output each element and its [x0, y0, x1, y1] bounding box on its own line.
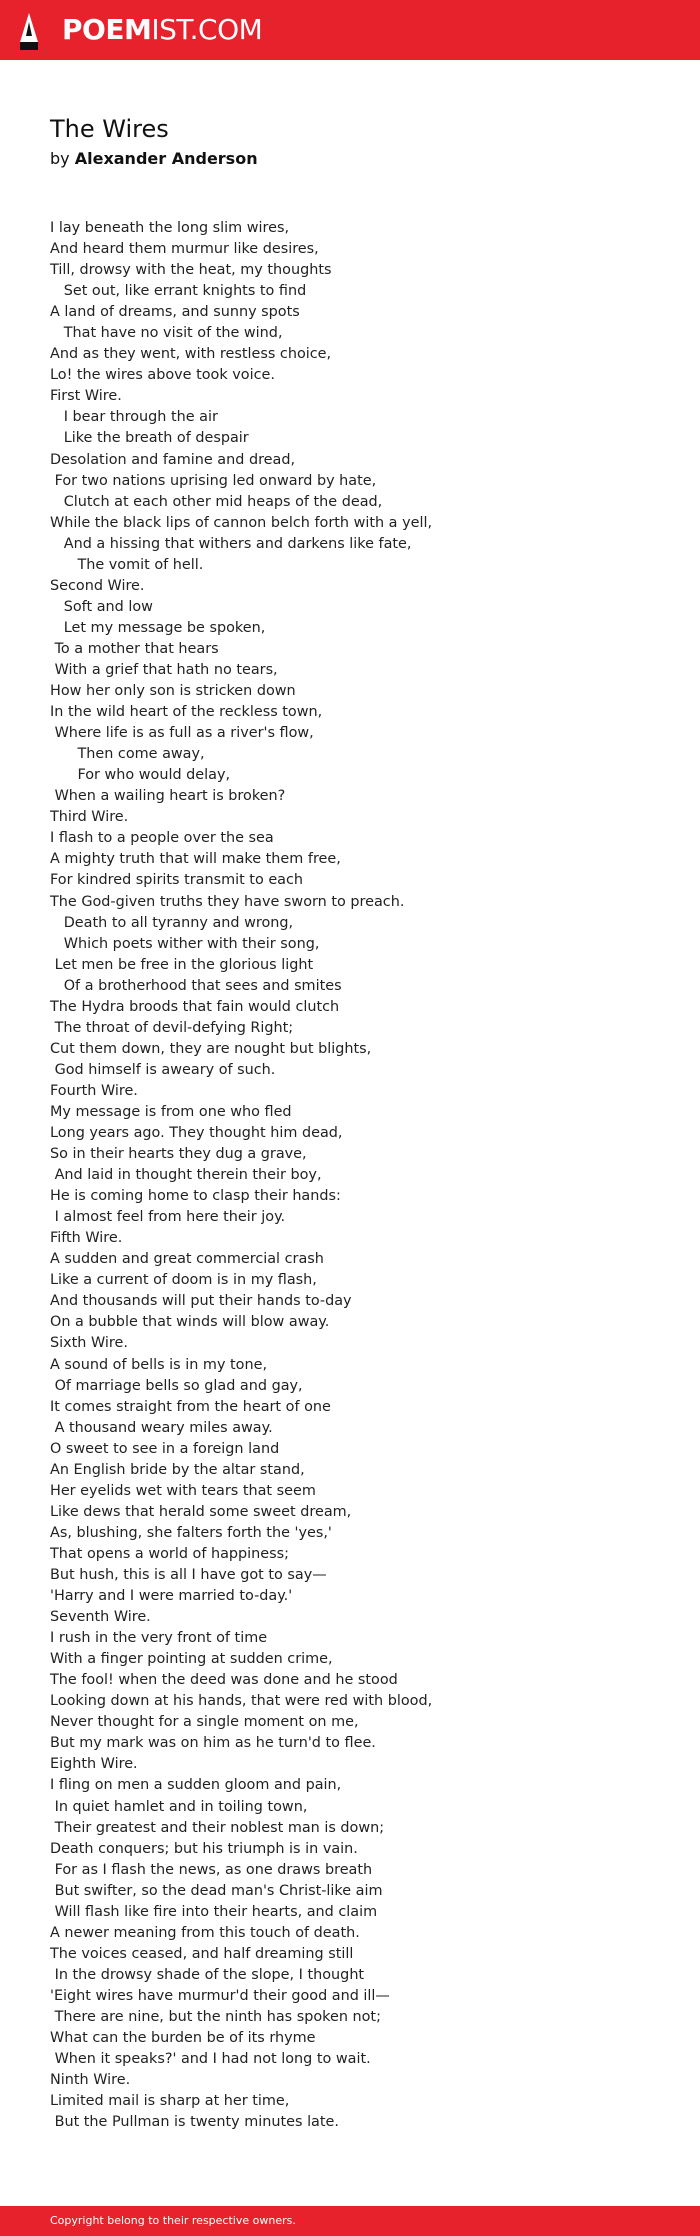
poem-line: Fifth Wire. — [50, 1230, 123, 1247]
poem-line: Like the breath of despair — [50, 430, 249, 447]
poem-line: Seventh Wire. — [50, 1609, 151, 1626]
poem-line: When a wailing heart is broken? — [50, 788, 286, 805]
pen-nib-icon — [18, 12, 40, 50]
poem-line: As, blushing, she falters forth the 'yes,' — [50, 1524, 332, 1541]
poem-line: In quiet hamlet and in toiling town, — [50, 1798, 308, 1815]
poem-line: And as they went, with restless choice, — [50, 346, 332, 363]
poem-line: Clutch at each other mid heaps of the dead, — [50, 493, 383, 510]
poem-line: Which poets wither with their song, — [50, 935, 320, 952]
poem-line: A newer meaning from this touch of death. — [50, 1924, 360, 1941]
poem-line: Second Wire. — [50, 577, 145, 594]
poem-line: The God-given truths they have sworn to preach. — [50, 893, 405, 910]
poem-line: To a mother that hears — [50, 640, 219, 657]
poem-line: A mighty truth that will make them free, — [50, 851, 341, 868]
poem-line: I lay beneath the long slim wires, — [50, 220, 290, 236]
poem-line: Ninth Wire. — [50, 2072, 131, 2089]
poem-line: That have no visit of the wind, — [50, 325, 283, 342]
poem-line: How her only son is stricken down — [50, 683, 296, 700]
copyright-text: Copyright belong to their respective owners. — [50, 2214, 296, 2227]
poem-line: Third Wire. — [50, 809, 129, 826]
poem-line: He is coming home to clasp their hands: — [50, 1188, 341, 1205]
poem-line: Sixth Wire. — [50, 1335, 128, 1352]
poem-line: And thousands will put their hands to-day — [50, 1293, 352, 1310]
poem-line: Fourth Wire. — [50, 1082, 138, 1099]
poem-line: But the Pullman is twenty minutes late. — [50, 2114, 339, 2131]
poem-line: So in their hearts they dug a grave, — [50, 1146, 307, 1163]
poem-line: Like a current of doom is in my flash, — [50, 1272, 317, 1289]
poem-line: For kindred spirits transmit to each — [50, 872, 304, 889]
poem-line: Of marriage bells so glad and gay, — [50, 1377, 303, 1394]
poem-line: And heard them murmur like desires, — [50, 241, 319, 258]
poem-title: The Wires — [50, 115, 169, 143]
poem-line: Death to all tyranny and wrong, — [50, 914, 294, 931]
poem-line: First Wire. — [50, 388, 122, 405]
poem-line: The vomit of hell. — [50, 556, 204, 573]
poem-line: For two nations uprising led onward by hate, — [50, 472, 377, 489]
poem-line: 'Eight wires have murmur'd their good and ill— — [50, 1987, 390, 2004]
poem-line: God himself is aweary of such. — [50, 1061, 276, 1078]
poem-line: I rush in the very front of time — [50, 1630, 268, 1647]
poem-line: With a grief that hath no tears, — [50, 661, 278, 678]
poem-line: The Hydra broods that fain would clutch — [50, 998, 340, 1015]
site-header — [0, 0, 700, 60]
poem-line: Soft and low — [50, 598, 153, 615]
poem-line: A land of dreams, and sunny spots — [50, 304, 300, 321]
poem-line: My message is from one who fled — [50, 1103, 292, 1120]
poem-line: 'Harry and I were married to-day.' — [50, 1588, 293, 1605]
poem-line: Eighth Wire. — [50, 1756, 138, 1773]
poem-line: Like dews that herald some sweet dream, — [50, 1503, 352, 1520]
poem-line: The voices ceased, and half dreaming still — [50, 1945, 354, 1962]
poem-line: Death conquers; but his triumph is in vain. — [50, 1840, 358, 1857]
poem-line: And laid in thought therein their boy, — [50, 1167, 322, 1184]
poem-line: Then come away, — [50, 746, 205, 763]
poem-line: Cut them down, they are nought but blights, — [50, 1040, 372, 1057]
poem-line: Never thought for a single moment on me, — [50, 1714, 359, 1731]
poem-line: Will flash like fire into their hearts, and claim — [50, 1903, 378, 1920]
poem-line: I bear through the air — [50, 409, 218, 426]
poem-line: But hush, this is all I have got to say— — [50, 1567, 327, 1583]
poem-line: But my mark was on him as he turn'd to flee. — [50, 1735, 376, 1752]
poem-line: While the black lips of cannon belch forth with a yell, — [50, 514, 433, 531]
poem-line: The throat of devil-defying Right; — [50, 1019, 294, 1036]
poem-line: A thousand weary miles away. — [50, 1419, 273, 1436]
poem-line: I fling on men a sudden gloom and pain, — [50, 1777, 342, 1794]
poem-line: I almost feel from here their joy. — [50, 1209, 286, 1226]
poem-line: Long years ago. They thought him dead, — [50, 1125, 343, 1142]
by-prefix: by — [50, 149, 70, 168]
poem-line: Till, drowsy with the heat, my thoughts — [50, 262, 332, 279]
poem-line: With a finger pointing at sudden crime, — [50, 1651, 333, 1668]
logo-light-text: IST.COM — [151, 13, 263, 46]
poem-line: It comes straight from the heart of one — [50, 1398, 331, 1415]
poem-line: On a bubble that winds will blow away. — [50, 1314, 330, 1331]
poem-line: There are nine, but the ninth has spoken not; — [50, 2008, 381, 2025]
poem-line: Her eyelids wet with tears that seem — [50, 1482, 316, 1499]
poem-line: Limited mail is sharp at her time, — [50, 2093, 290, 2110]
poem-line: In the wild heart of the reckless town, — [50, 704, 323, 721]
poem-line: Set out, like errant knights to find — [50, 283, 307, 300]
byline — [50, 148, 258, 170]
poem-line: Lo! the wires above took voice. — [50, 367, 275, 384]
poem-line: For who would delay, — [50, 767, 231, 784]
poem-line: O sweet to see in a foreign land — [50, 1440, 280, 1457]
poem-line: In the drowsy shade of the slope, I thought — [50, 1966, 365, 1983]
poem-line: A sound of bells is in my tone, — [50, 1356, 268, 1373]
poem-line: Let my message be spoken, — [50, 619, 266, 636]
poem-line: Looking down at his hands, that were red with blood, — [50, 1693, 433, 1710]
poem-line: That opens a world of happiness; — [50, 1545, 289, 1562]
poem-line: When it speaks?' and I had not long to wait. — [50, 2051, 371, 2068]
author-name: Alexander Anderson — [74, 149, 258, 168]
poem-body — [50, 218, 670, 2133]
poem-line: For as I flash the news, as one draws breath — [50, 1861, 373, 1878]
site-logo[interactable] — [62, 13, 262, 47]
poem-line: Let men be free in the glorious light — [50, 956, 314, 973]
site-footer — [0, 2206, 700, 2236]
poem-line: And a hissing that withers and darkens like fate, — [50, 535, 412, 552]
poem-line: But swifter, so the dead man's Christ-like aim — [50, 1882, 383, 1899]
poem-line: Their greatest and their noblest man is down; — [50, 1819, 385, 1836]
logo-bold-text: POEM — [62, 13, 152, 46]
poem-line: I flash to a people over the sea — [50, 830, 274, 847]
poem-line: Of a brotherhood that sees and smites — [50, 977, 342, 994]
poem-line: Where life is as full as a river's flow, — [50, 725, 314, 742]
poem-line: Desolation and famine and dread, — [50, 451, 296, 468]
poem-line: The fool! when the deed was done and he stood — [50, 1672, 398, 1689]
poem-line: What can the burden be of its rhyme — [50, 2030, 316, 2047]
poem-line: An English bride by the altar stand, — [50, 1461, 305, 1478]
poem-line: A sudden and great commercial crash — [50, 1251, 324, 1268]
